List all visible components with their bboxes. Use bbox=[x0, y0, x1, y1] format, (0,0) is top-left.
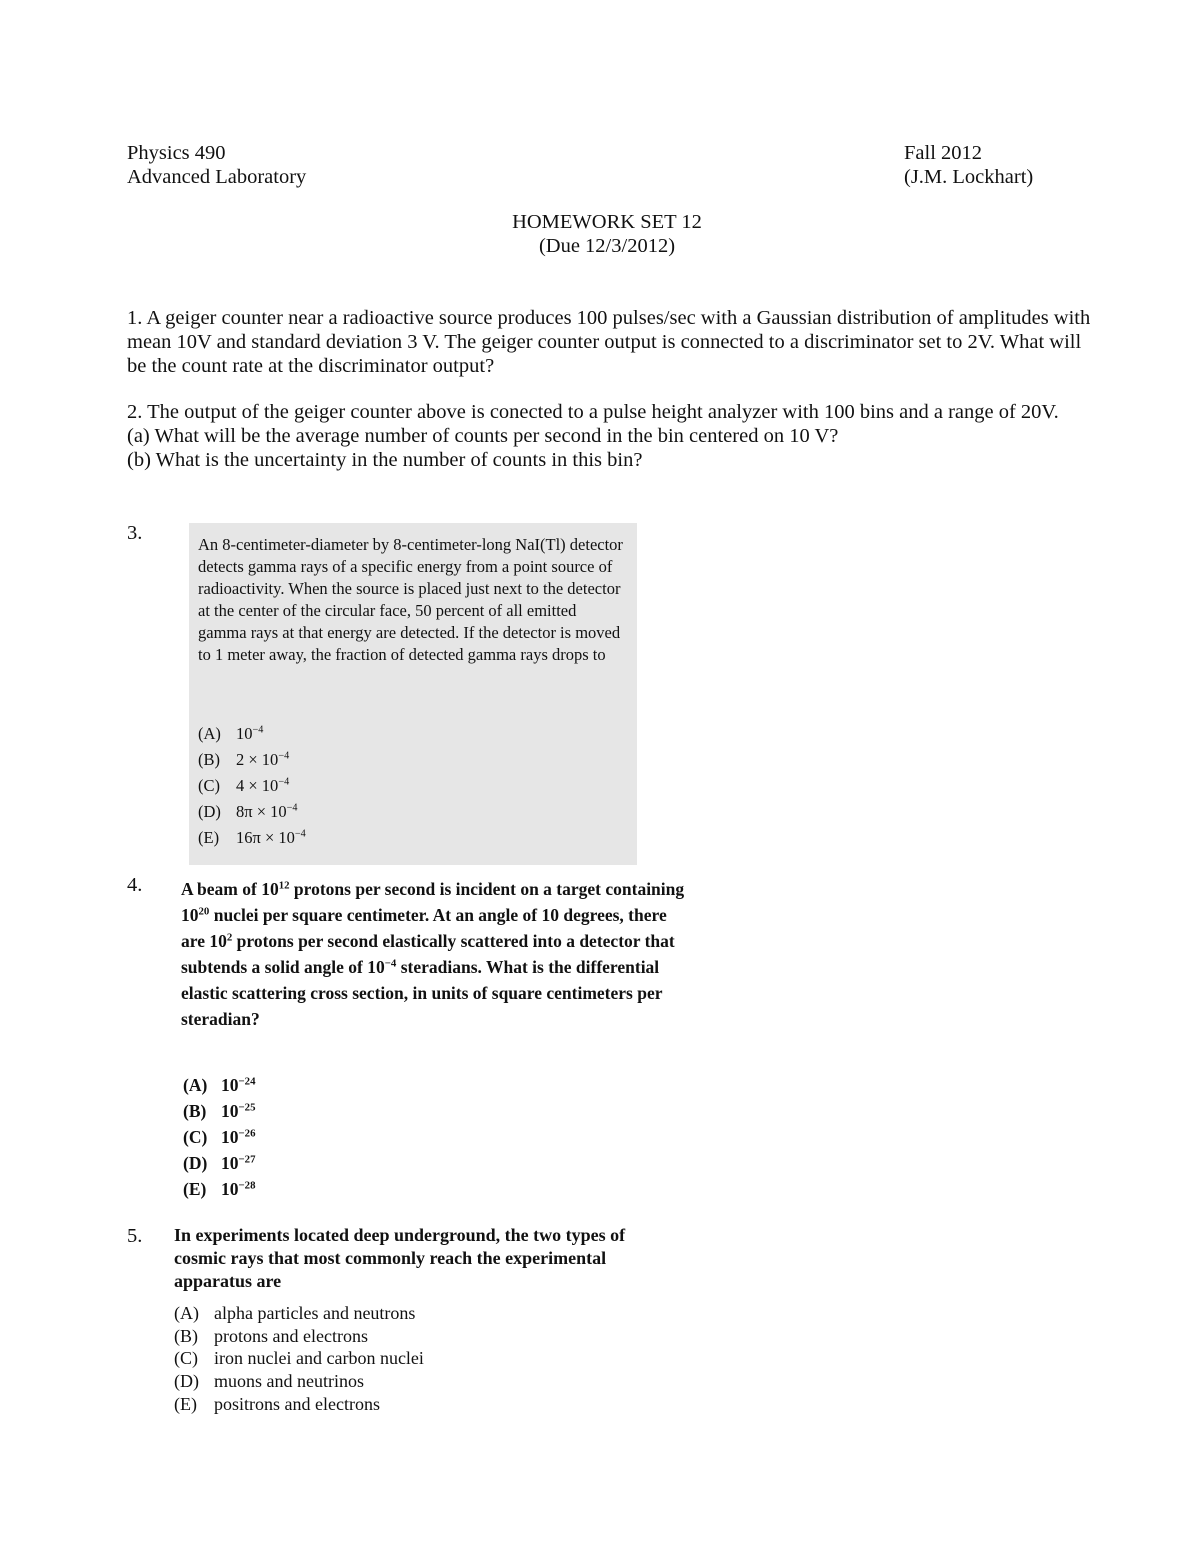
option-value: 10 bbox=[221, 1127, 239, 1147]
option-value: muons and neutrinos bbox=[214, 1371, 364, 1392]
option-value: 2 × 10 bbox=[236, 750, 279, 769]
option-label: (A) bbox=[183, 1075, 208, 1095]
option-exponent: −28 bbox=[238, 1179, 256, 1192]
option-value: 4 × 10 bbox=[236, 776, 279, 795]
option-label: (C) bbox=[183, 1127, 208, 1147]
option-value: positrons and electrons bbox=[214, 1393, 380, 1414]
option-value: 10 bbox=[221, 1179, 239, 1199]
term-header bbox=[904, 141, 1033, 189]
option-label: (E) bbox=[198, 828, 220, 847]
option-label: (E) bbox=[174, 1393, 197, 1414]
term: Fall 2012 bbox=[904, 142, 983, 164]
option-exponent: −4 bbox=[278, 776, 290, 788]
option-exponent: −25 bbox=[238, 1101, 256, 1114]
course-subtitle: Advanced Laboratory bbox=[127, 166, 307, 188]
option-value: 10 bbox=[236, 724, 253, 743]
course-name: Physics 490 bbox=[127, 142, 226, 164]
option-value: 10 bbox=[221, 1153, 239, 1173]
text-run: nuclei per square centimeter. At an angle of 10 degrees, there are 10 bbox=[181, 905, 667, 951]
option-label: (A) bbox=[174, 1303, 199, 1323]
option-b bbox=[183, 1098, 256, 1124]
question-5-options bbox=[174, 1302, 424, 1416]
option-value: iron nuclei and carbon nuclei bbox=[214, 1348, 424, 1369]
option-d bbox=[174, 1370, 424, 1393]
instructor: (J.M. Lockhart) bbox=[904, 166, 1034, 188]
question-2-intro: 2. The output of the geiger counter above is conected to a pulse height analyzer with 100 bins and a range of 20V. bbox=[127, 401, 1059, 423]
option-label: (B) bbox=[183, 1101, 207, 1121]
option-exponent: −4 bbox=[286, 802, 298, 814]
exponent: −4 bbox=[384, 957, 397, 970]
option-c bbox=[183, 1124, 256, 1150]
question-2 bbox=[127, 400, 1092, 472]
option-label: (D) bbox=[183, 1153, 208, 1173]
question-2-part-b: (b) What is the uncertainty in the number of counts in this bin? bbox=[127, 449, 643, 471]
option-label: (B) bbox=[198, 750, 220, 769]
question-3-box bbox=[189, 523, 637, 865]
option-a bbox=[183, 1072, 256, 1098]
option-label: (D) bbox=[198, 802, 221, 821]
text-run: protons per second elastically scattered into a detector that subtends a solid angle of 10 bbox=[181, 931, 675, 977]
option-exponent: −4 bbox=[294, 828, 306, 840]
option-value: 10 bbox=[221, 1075, 239, 1095]
option-value: 8π × 10 bbox=[236, 802, 287, 821]
due-date: (Due 12/3/2012) bbox=[538, 235, 676, 257]
exponent: 12 bbox=[278, 879, 290, 892]
option-value: 10 bbox=[221, 1101, 239, 1121]
question-2-part-a: (a) What will be the average number of counts per second in the bin centered on 10 V? bbox=[127, 425, 839, 447]
option-a bbox=[174, 1302, 424, 1325]
option-label: (B) bbox=[174, 1325, 198, 1346]
option-e bbox=[183, 1176, 256, 1202]
course-header bbox=[127, 141, 306, 189]
question-1 bbox=[127, 306, 1092, 378]
option-c bbox=[174, 1347, 424, 1370]
question-4-text bbox=[181, 876, 686, 1032]
question-3-number: 3. bbox=[127, 522, 143, 544]
option-d bbox=[183, 1150, 256, 1176]
option-b bbox=[198, 747, 306, 773]
option-a bbox=[198, 721, 306, 747]
option-exponent: −4 bbox=[252, 724, 264, 736]
question-5-text: In experiments located deep underground, the two types of cosmic rays that most commonly reach the experimental apparatus are bbox=[174, 1225, 626, 1291]
option-exponent: −4 bbox=[278, 750, 290, 762]
option-value: 16π × 10 bbox=[236, 828, 295, 847]
option-value: alpha particles and neutrons bbox=[214, 1303, 416, 1323]
option-d bbox=[198, 799, 306, 825]
question-5-number: 5. bbox=[127, 1225, 143, 1247]
option-b bbox=[174, 1325, 424, 1348]
option-exponent: −26 bbox=[238, 1127, 256, 1140]
option-exponent: −27 bbox=[238, 1153, 256, 1166]
option-label: (C) bbox=[198, 776, 220, 795]
question-1-text: 1. A geiger counter near a radioactive source produces 100 pulses/sec with a Gaussian distribution of amplitudes with mean 10V and standard deviation 3 V. The geiger counter output is connected to a discriminator set to 2V. What will be the count rate at the discriminator output? bbox=[127, 307, 1091, 377]
title-line: HOMEWORK SET 12 bbox=[512, 211, 702, 233]
option-label: (C) bbox=[174, 1348, 198, 1369]
option-value: protons and electrons bbox=[214, 1325, 368, 1346]
question-3-text: An 8-centimeter-diameter by 8-centimeter-long NaI(Tl) detector detects gamma rays of a specific energy from a point source of radioactivity. When the source is placed just next to the detector at the center of the circular face, 50 percent of all emitted gamma rays at that energy are detected. If the detector is moved to 1 meter away, the fraction of detected gamma rays drops to bbox=[198, 535, 623, 664]
option-label: (A) bbox=[198, 724, 221, 743]
exponent: 2 bbox=[226, 931, 233, 944]
option-exponent: −24 bbox=[238, 1075, 256, 1088]
exponent: 20 bbox=[198, 905, 210, 918]
option-c bbox=[198, 773, 306, 799]
option-e bbox=[174, 1393, 424, 1416]
question-4-options bbox=[183, 1072, 256, 1202]
document-title bbox=[0, 210, 1200, 258]
option-e bbox=[198, 825, 306, 851]
text-run: A beam of 10 bbox=[181, 879, 279, 899]
question-3-options bbox=[198, 721, 306, 851]
option-label: (E) bbox=[183, 1179, 207, 1199]
question-4-number: 4. bbox=[127, 874, 143, 896]
text-run: protons per second is incident on a target containing 10 bbox=[181, 879, 685, 925]
text-run: steradians. What is the differential elastic scattering cross section, in units of square centimeters per steradian? bbox=[181, 957, 663, 1029]
option-label: (D) bbox=[174, 1371, 199, 1392]
